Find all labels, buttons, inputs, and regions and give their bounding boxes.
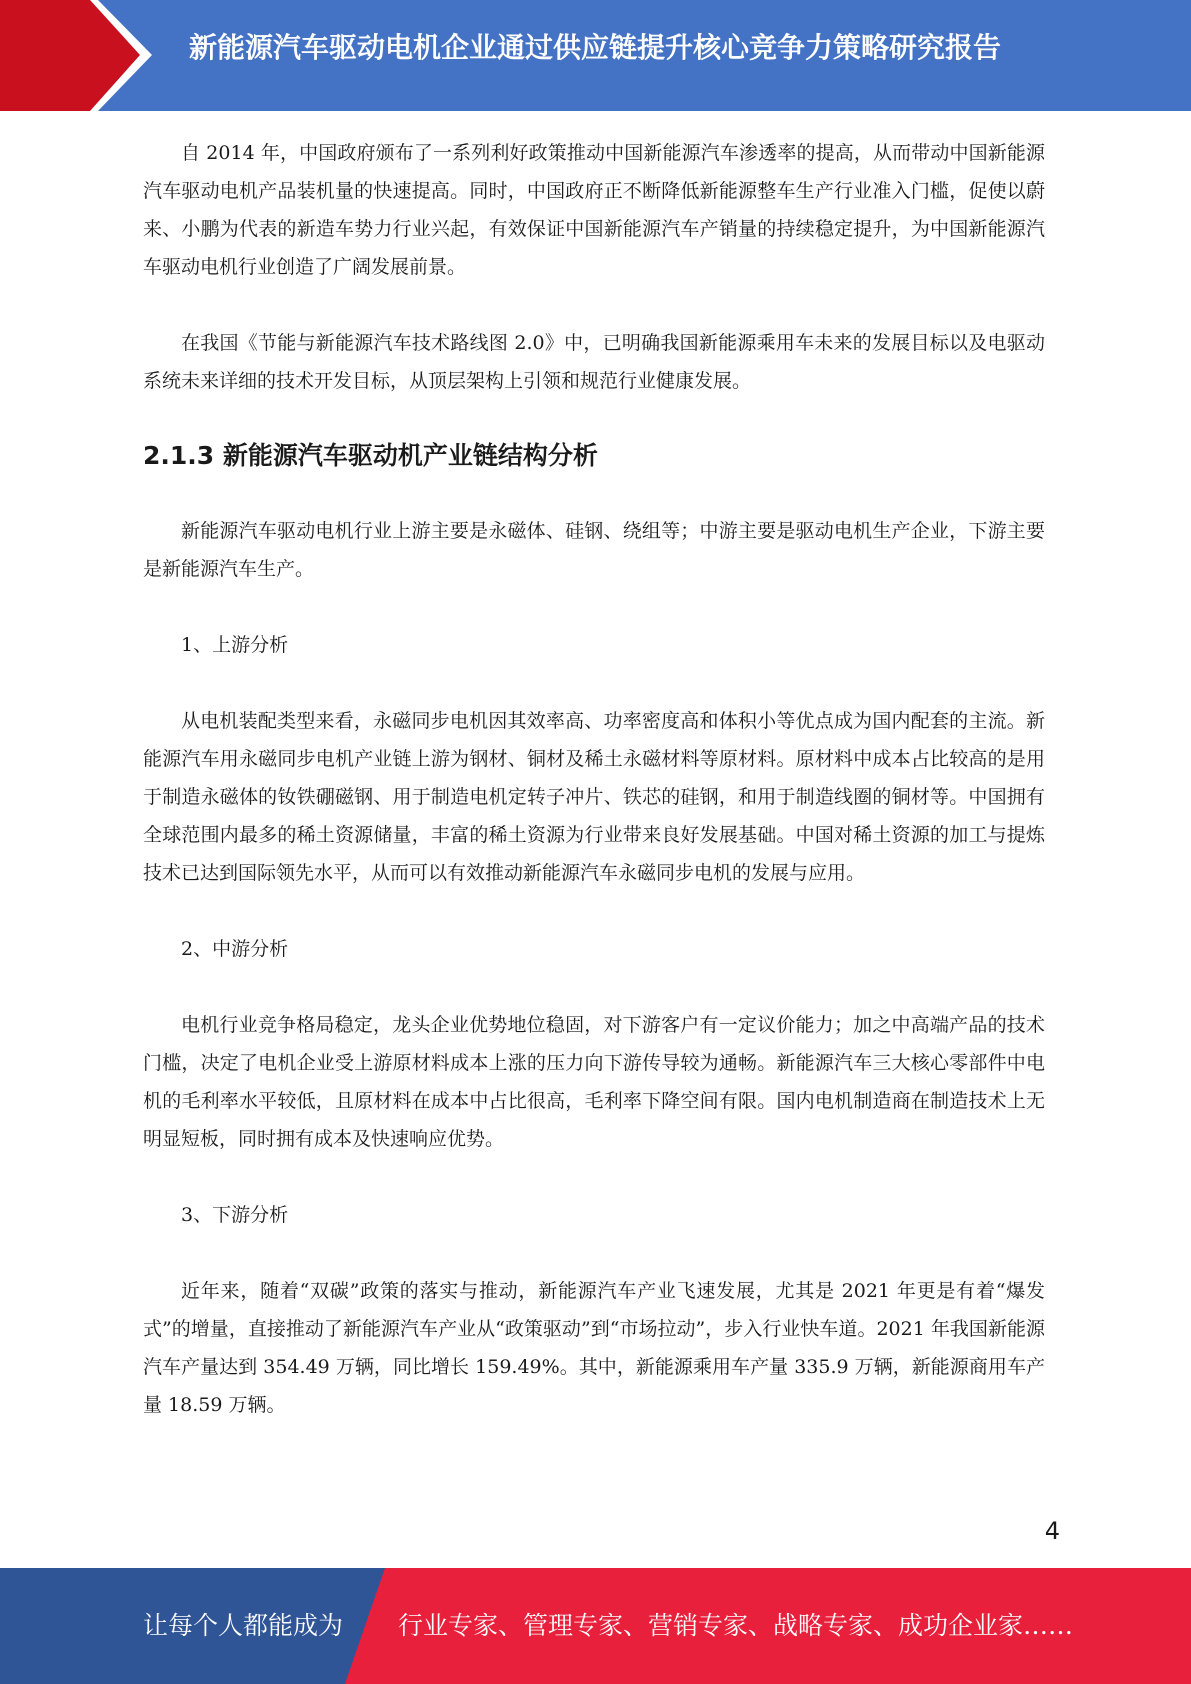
page-footer [0, 1568, 1191, 1684]
paragraph: 新能源汽车驱动电机行业上游主要是永磁体、硅钢、绕组等；中游主要是驱动电机生产企业，下游主要是新能源汽车生产。 [143, 520, 1045, 580]
page-number: 4 [1044, 1517, 1060, 1545]
paragraph: 近年来，随着“双碳”政策的落实与推动，新能源汽车产业飞速发展，尤其是 2021 年更是有着“爆发式”的增量，直接推动了新能源汽车产业从“政策驱动”到“市场拉动”，步入行业快车道。2021 年我国新能源汽车产量达到 354.49 万辆，同比增长 159.49%。其中，新能源乘用车产量 335.9 万辆，新能源商用车产量 18.59 万辆。 [143, 1280, 1045, 1416]
paragraph: 从电机装配类型来看，永磁同步电机因其效率高、功率密度高和体积小等优点成为国内配套的主流。新能源汽车用永磁同步电机产业链上游为钢材、铜材及稀土永磁材料等原材料。原材料中成本占比较高的是用于制造永磁体的钕铁硼磁钢、用于制造电机定转子冲片、铁芯的硅钢，和用于制造线圈的铜材等。中国拥有全球范围内最多的稀土资源储量，丰富的稀土资源为行业带来良好发展基础。中国对稀土资源的加工与提炼技术已达到国际领先水平，从而可以有效推动新能源汽车永磁同步电机的发展与应用。 [143, 710, 1045, 884]
page-body [143, 134, 1045, 1424]
subsection-label: 1、上游分析 [181, 634, 289, 656]
footer-slogan-right: 行业专家、管理专家、营销专家、战略专家、成功企业家…… [398, 1611, 1074, 1640]
footer-slogan-left: 让每个人都能成为 [143, 1611, 344, 1640]
paragraph: 电机行业竞争格局稳定，龙头企业优势地位稳固，对下游客户有一定议价能力；加之中高端产品的技术门槛，决定了电机企业受上游原材料成本上涨的压力向下游传导较为通畅。新能源汽车三大核心零部件中电机的毛利率水平较低，且原材料在成本中占比很高，毛利率下降空间有限。国内电机制造商在制造技术上无明显短板，同时拥有成本及快速响应优势。 [143, 1014, 1045, 1150]
paragraph: 自 2014 年，中国政府颁布了一系列利好政策推动中国新能源汽车渗透率的提高，从而带动中国新能源汽车驱动电机产品装机量的快速提高。同时，中国政府正不断降低新能源整车生产行业准入门槛，促使以蔚来、小鹏为代表的新造车势力行业兴起，有效保证中国新能源汽车产销量的持续稳定提升，为中国新能源汽车驱动电机行业创造了广阔发展前景。 [143, 142, 1045, 278]
section-heading: 2.1.3 新能源汽车驱动机产业链结构分析 [143, 441, 598, 470]
paragraph: 在我国《节能与新能源汽车技术路线图 2.0》中，已明确我国新能源乘用车未来的发展目标以及电驱动系统未来详细的技术开发目标，从顶层架构上引领和规范行业健康发展。 [143, 332, 1045, 392]
page-header [0, 0, 1191, 111]
document-title: 新能源汽车驱动电机企业通过供应链提升核心竞争力策略研究报告 [188, 31, 1001, 64]
header-arrow-decoration [0, 0, 160, 111]
subsection-label: 3、下游分析 [181, 1204, 289, 1226]
subsection-label: 2、中游分析 [181, 938, 289, 960]
